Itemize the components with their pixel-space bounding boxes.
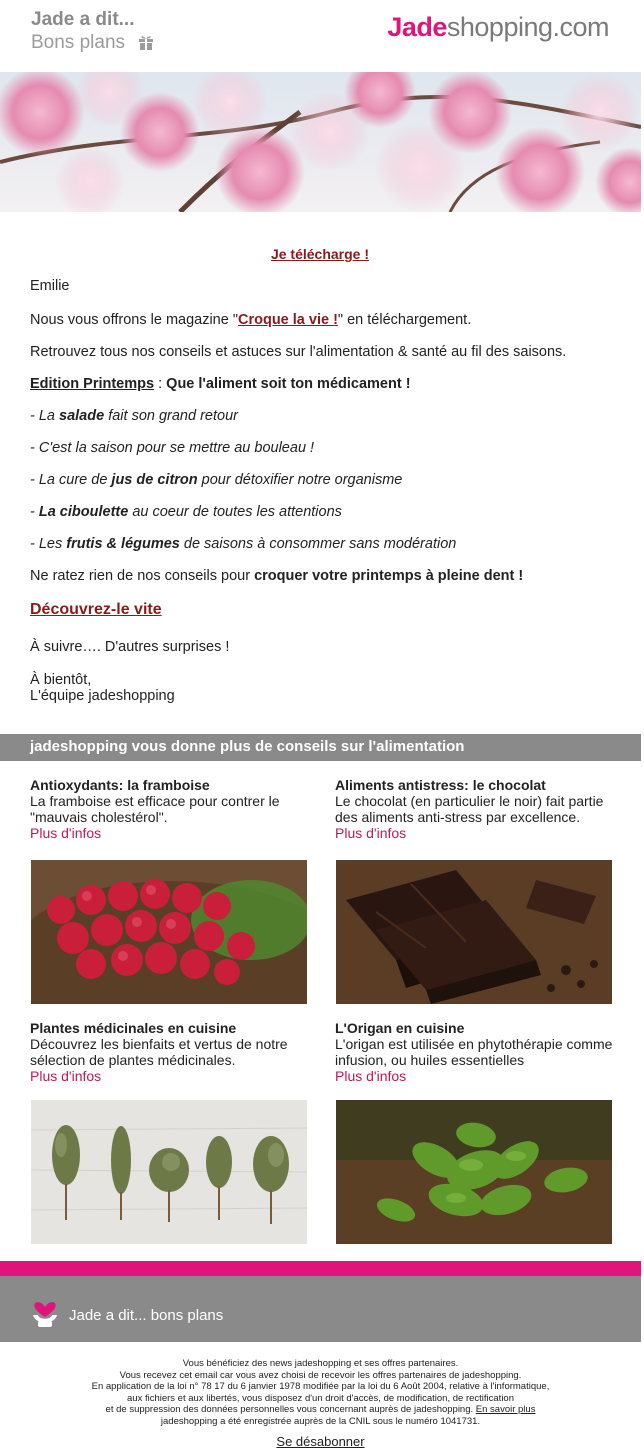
magazine-link[interactable]: Croque la vie ! (238, 312, 338, 328)
offer-paragraph (30, 310, 630, 330)
cta-bold: croquer votre printemps à pleine dent ! (254, 568, 524, 584)
discover-link[interactable]: Découvrez-le vite (30, 601, 162, 618)
card-origan (335, 1020, 615, 1084)
bullet-1 (30, 406, 630, 426)
conseils-bar-title: jadeshopping vous donne plus de conseils sur l'alimentation (30, 738, 465, 755)
unsubscribe-link[interactable]: Se désabonner (276, 1434, 365, 1449)
card-text: La framboise est efficace pour contrer le "mauvais cholestérol". (30, 793, 280, 825)
card-framboise (30, 777, 310, 841)
bullet-4-pre: - (30, 504, 39, 520)
bullet-4 (30, 502, 630, 522)
cherry-blossom-banner (0, 72, 641, 212)
bullet-3 (30, 470, 630, 490)
cta-paragraph (30, 566, 630, 586)
legal-line: Vous bénéficiez des news jadeshopping et ses offres partenaires. (182, 1358, 459, 1369)
footer-label: Jade a dit... bons plans (69, 1307, 224, 1324)
legal-line: aux fichiers et aux libertés, vous disposez d'un droit d'accès, de modification, de rectification (127, 1392, 514, 1404)
bullet-5-bold: frutis & légumes (66, 536, 180, 552)
bullet-5-post: de saisons à consommer sans modération (179, 536, 457, 552)
bullet-1-post: fait son grand retour (104, 408, 238, 424)
brand-logo[interactable] (387, 12, 609, 43)
footer-accent-line (0, 1261, 641, 1276)
gift-icon (138, 35, 154, 50)
card-more-link[interactable]: Plus d'infos (30, 825, 102, 841)
card-title: Antioxydants: la framboise (30, 777, 210, 793)
footer-bar (0, 1276, 641, 1342)
signoff-line-2: L'équipe jadeshopping (30, 688, 175, 704)
card-more-link[interactable]: Plus d'infos (30, 1068, 102, 1084)
jade-logo-icon[interactable] (30, 1293, 60, 1327)
offer-post: " en téléchargement. (337, 312, 472, 328)
edition-sep: : (154, 376, 167, 392)
card-title: Aliments antistress: le chocolat (335, 777, 546, 793)
raspberry-image[interactable] (31, 860, 307, 1004)
bullet-3-post: pour détoxifier notre organisme (197, 472, 403, 488)
cta-pre: Ne ratez rien de nos conseils pour (30, 568, 255, 584)
bullet-1-pre: - La (30, 408, 60, 424)
edition-title: Que l'aliment soit ton médicament ! (166, 376, 411, 392)
brand-logo-bold: Jade (387, 12, 447, 42)
bullet-1-bold: salade (59, 408, 105, 424)
card-plantes (30, 1020, 310, 1084)
brand-logo-rest: shopping.com (446, 12, 609, 42)
download-link[interactable]: Je télécharge ! (270, 246, 370, 262)
bullet-5 (30, 534, 630, 554)
card-text: Le chocolat (en particulier le noir) fait partie des aliments anti-stress par excellence. (335, 793, 604, 825)
bullet-4-post: au coeur de toutes les attentions (128, 504, 342, 520)
card-title: L'Origan en cuisine (335, 1020, 465, 1036)
bullet-2: - C'est la saison pour se mettre au bouleau ! (30, 440, 315, 456)
card-chocolat (335, 777, 615, 841)
edition-line (30, 374, 630, 394)
offer-pre: Nous vous offrons le magazine " (30, 312, 238, 328)
discover-link-wrap (30, 600, 630, 620)
greeting: Emilie (30, 278, 70, 294)
legal-line (0, 1404, 641, 1416)
edition-label: Edition Printemps (30, 376, 155, 392)
header-title: Jade a dit... (31, 9, 135, 30)
legal-line: Vous recevez cet email car vous avez choisi de recevoir les offres partenaires de jadeshopping. (119, 1369, 522, 1381)
learn-more-link[interactable]: En savoir plus (475, 1404, 536, 1415)
follow-text: À suivre…. D'autres surprises ! (30, 639, 230, 655)
card-more-link[interactable]: Plus d'infos (335, 825, 407, 841)
header-subtitle: Bons plans (31, 32, 126, 53)
legal-line-text: et de suppression des données personnelles vous concernant auprès de jadeshopping. (105, 1404, 474, 1415)
legal-line: jadeshopping a été enregistrée auprès de la CNIL sous le numéro 1041731. (160, 1415, 481, 1427)
card-text: L'origan est utilisée en phytothérapie comme infusion, ou huiles essentielles (335, 1036, 613, 1068)
card-more-link[interactable]: Plus d'infos (335, 1068, 407, 1084)
bullet-5-pre: - Les (30, 536, 67, 552)
bullet-3-pre: - La cure de (30, 472, 112, 488)
bullet-4-bold: La ciboulette (38, 504, 129, 520)
chocolate-image[interactable] (336, 860, 612, 1004)
intro-paragraph: Retrouvez tous nos conseils et astuces sur l'alimentation & santé au fil des saisons. (30, 344, 567, 360)
email-header (0, 0, 644, 70)
bullet-3-bold: jus de citron (111, 472, 198, 488)
card-title: Plantes médicinales en cuisine (30, 1020, 237, 1036)
signoff-line-1: À bientôt, (30, 672, 92, 688)
card-text: Découvrez les bienfaits et vertus de notre sélection de plantes médicinales. (30, 1036, 288, 1068)
conseils-bar (0, 734, 641, 761)
legal-line: En application de la loi n° 78 17 du 6 janvier 1978 modifiée par la loi du 6 Août 2004, relative à l'informatique, (91, 1381, 550, 1392)
legal-notice (0, 1358, 641, 1427)
herbs-image[interactable] (31, 1100, 307, 1244)
oregano-image[interactable] (336, 1100, 612, 1244)
